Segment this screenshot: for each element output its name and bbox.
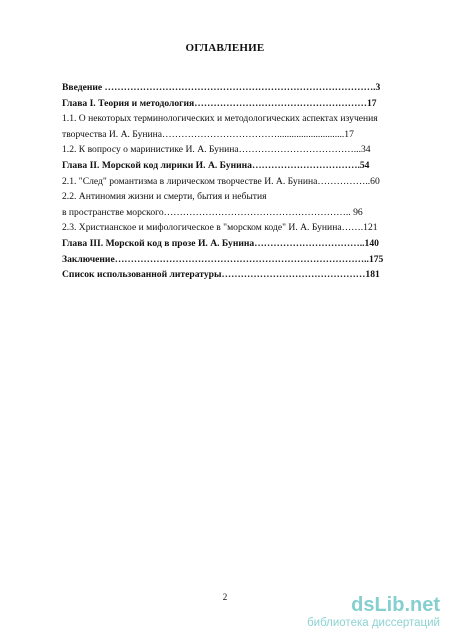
toc-entry-2-2-line2[interactable]: в пространстве морского………………………………………………….. 96 bbox=[62, 206, 363, 218]
toc-entry-2-1[interactable]: 2.1. "След" романтизма в лирическом творчестве И. А. Бунина……………..60 bbox=[62, 175, 380, 187]
watermark bbox=[270, 595, 440, 630]
page-title: ОГЛАВЛЕНИЕ bbox=[185, 42, 265, 54]
toc-entry-1-2[interactable]: 1.2. К вопросу о маринистике И. А. Бунина………………………………...34 bbox=[62, 144, 371, 156]
toc-entry-2-3[interactable]: 2.3. Христианское и мифологическое в "морском коде" И. А. Бунина…….121 bbox=[62, 222, 378, 234]
page-number: 2 bbox=[222, 592, 228, 602]
toc-entry-chapter-3[interactable]: Глава III. Морской код в прозе И. А. Бунина……………………………..140 bbox=[62, 237, 379, 249]
toc-entry-1-1-line2[interactable]: творчества И. А. Бунина………………………………............................17 bbox=[62, 128, 354, 140]
table-of-contents bbox=[62, 82, 418, 285]
toc-entry-bibliography[interactable]: Список использованной литературы………………………………………181 bbox=[62, 269, 380, 281]
toc-entry-chapter-2[interactable]: Глава II. Морской код лирики И. А. Бунина…………………………….54 bbox=[62, 159, 370, 171]
toc-entry-1-1-line1[interactable]: 1.1. О некоторых терминологических и методологических аспектах изучения bbox=[62, 113, 378, 125]
watermark-logo: dsLib.net bbox=[351, 593, 440, 616]
toc-entry-conclusion[interactable]: Заключение……………………………………………………………………..175 bbox=[62, 253, 384, 265]
watermark-tagline: библиотека диссертаций bbox=[307, 616, 440, 629]
toc-entry-chapter-1[interactable]: Глава I. Теория и методология………………………………………………17 bbox=[62, 97, 377, 109]
toc-entry-introduction[interactable]: Введение ………………………………………………………………………….3 bbox=[62, 82, 381, 93]
toc-entry-2-2-line1[interactable]: 2.2. Антиномия жизни и смерти, бытия и небытия bbox=[62, 191, 267, 203]
